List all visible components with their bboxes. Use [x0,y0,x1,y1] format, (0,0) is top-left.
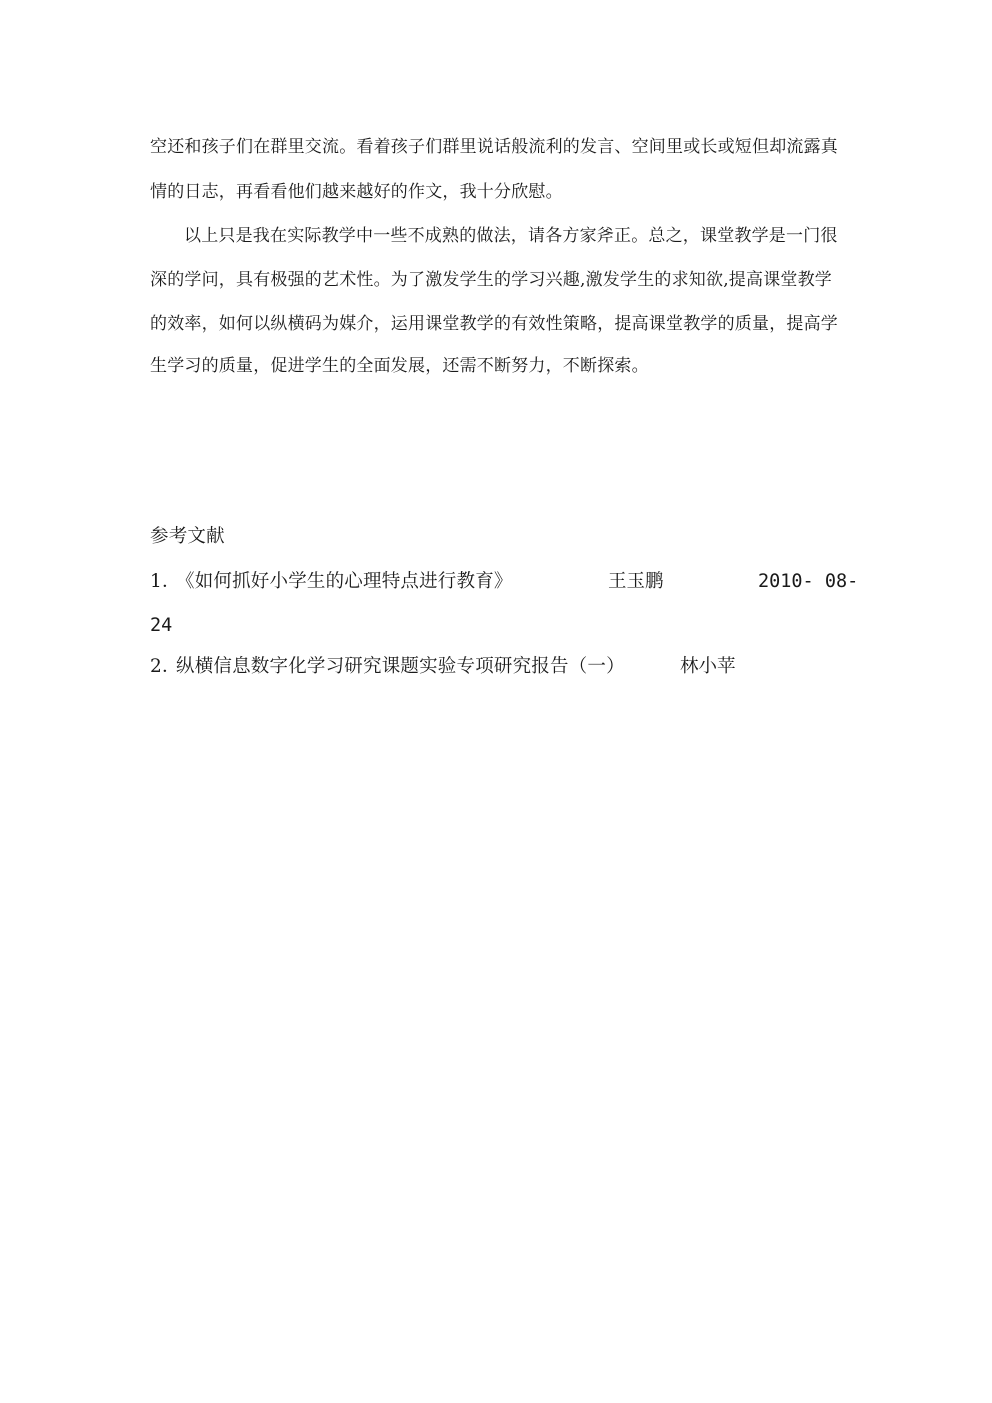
reference-author: 林小苹 [680,656,736,677]
reference-number: 1． [150,571,181,592]
reference-author: 王玉鹏 [608,571,664,592]
body-line-5: 的效率，如何以纵横码为媒介，运用课堂教学的有效性策略，提高课堂教学的质量，提高学 [150,314,838,334]
references-heading: 参考文献 [150,526,225,547]
body-line-6: 生学习的质量，促进学生的全面发展，还需不断努力，不断探索。 [150,356,649,376]
body-line-3: 以上只是我在实际教学中一些不成熟的做法，请各方家斧正。总之，课堂教学是一门很 [184,226,838,246]
body-line-4: 深的学问，具有极强的艺术性。为了激发学生的学习兴趣,激发学生的求知欲,提高课堂教学 [150,270,833,290]
reference-date: 2010- 08- [758,571,859,592]
reference-number: 2． [150,656,181,677]
reference-title: 纵横信息数字化学习研究课题实验专项研究报告（一） [176,656,625,677]
reference-date-continued: 24 [150,615,173,636]
body-line-1: 空还和孩子们在群里交流。看着孩子们群里说话般流利的发言、空间里或长或短但却流露真 [150,137,838,157]
reference-title: 《如何抓好小学生的心理特点进行教育》 [176,571,513,592]
body-line-2: 情的日志，再看看他们越来越好的作文，我十分欣慰。 [150,182,563,202]
